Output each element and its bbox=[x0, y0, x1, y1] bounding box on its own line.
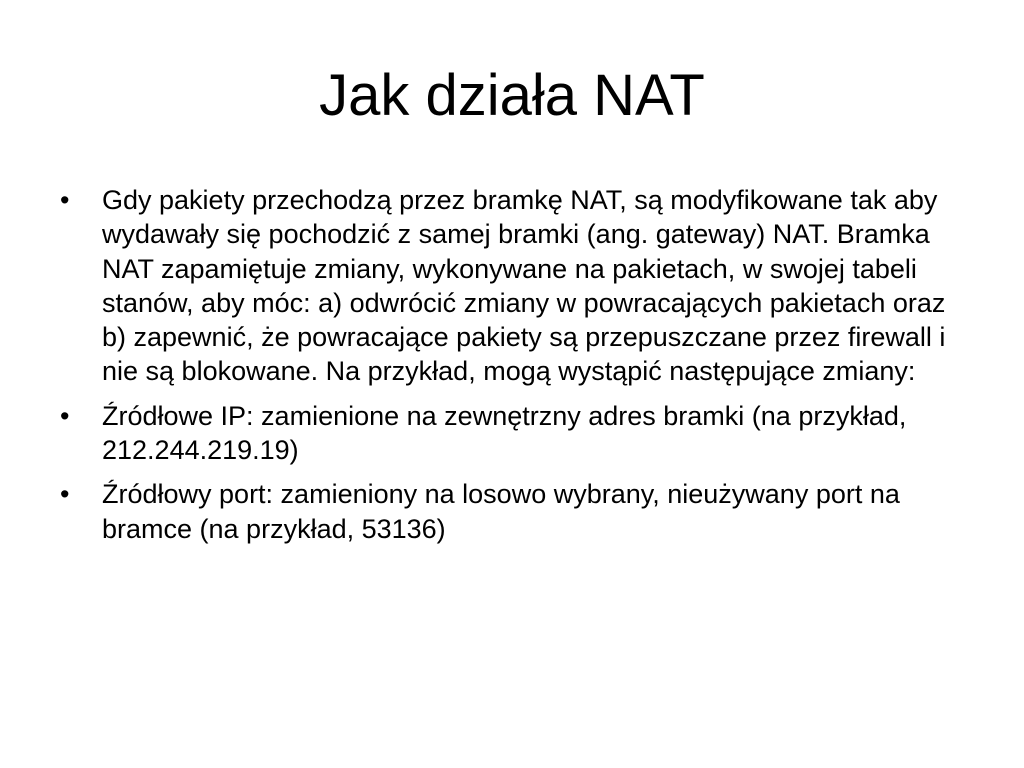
slide-title: Jak działa NAT bbox=[319, 63, 705, 128]
bullet-item bbox=[60, 477, 960, 546]
bullet-list bbox=[60, 183, 960, 556]
bullet-item bbox=[60, 183, 960, 389]
bullet-icon: • bbox=[60, 185, 70, 215]
bullet-text: Gdy pakiety przechodzą przez bramkę NAT, są modyfikowane tak aby wydawały się pochodzić z samej bramki (ang. gateway) NAT. Bramka NAT zapamiętuje zmiany, wykonywane na pakietach, w swojej tabeli stanów, aby móc: a) odwrócić zmiany w powracających pakietach oraz b) zapewnić, że powracające pakiety są przepuszczane przez firewall i nie są blokowane. Na przykład, mogą wystąpić następujące zmiany: bbox=[102, 185, 946, 387]
bullet-item bbox=[60, 399, 960, 468]
bullet-text: Źródłowe IP: zamienione na zewnętrzny adres bramki (na przykład, 212.244.219.19) bbox=[102, 400, 907, 466]
bullet-icon: • bbox=[60, 479, 70, 510]
bullet-text: Źródłowy port: zamieniony na losowo wybrany, nieużywany port na bramce (na przykład, 53136) bbox=[102, 479, 900, 544]
bullet-icon: • bbox=[60, 400, 70, 431]
